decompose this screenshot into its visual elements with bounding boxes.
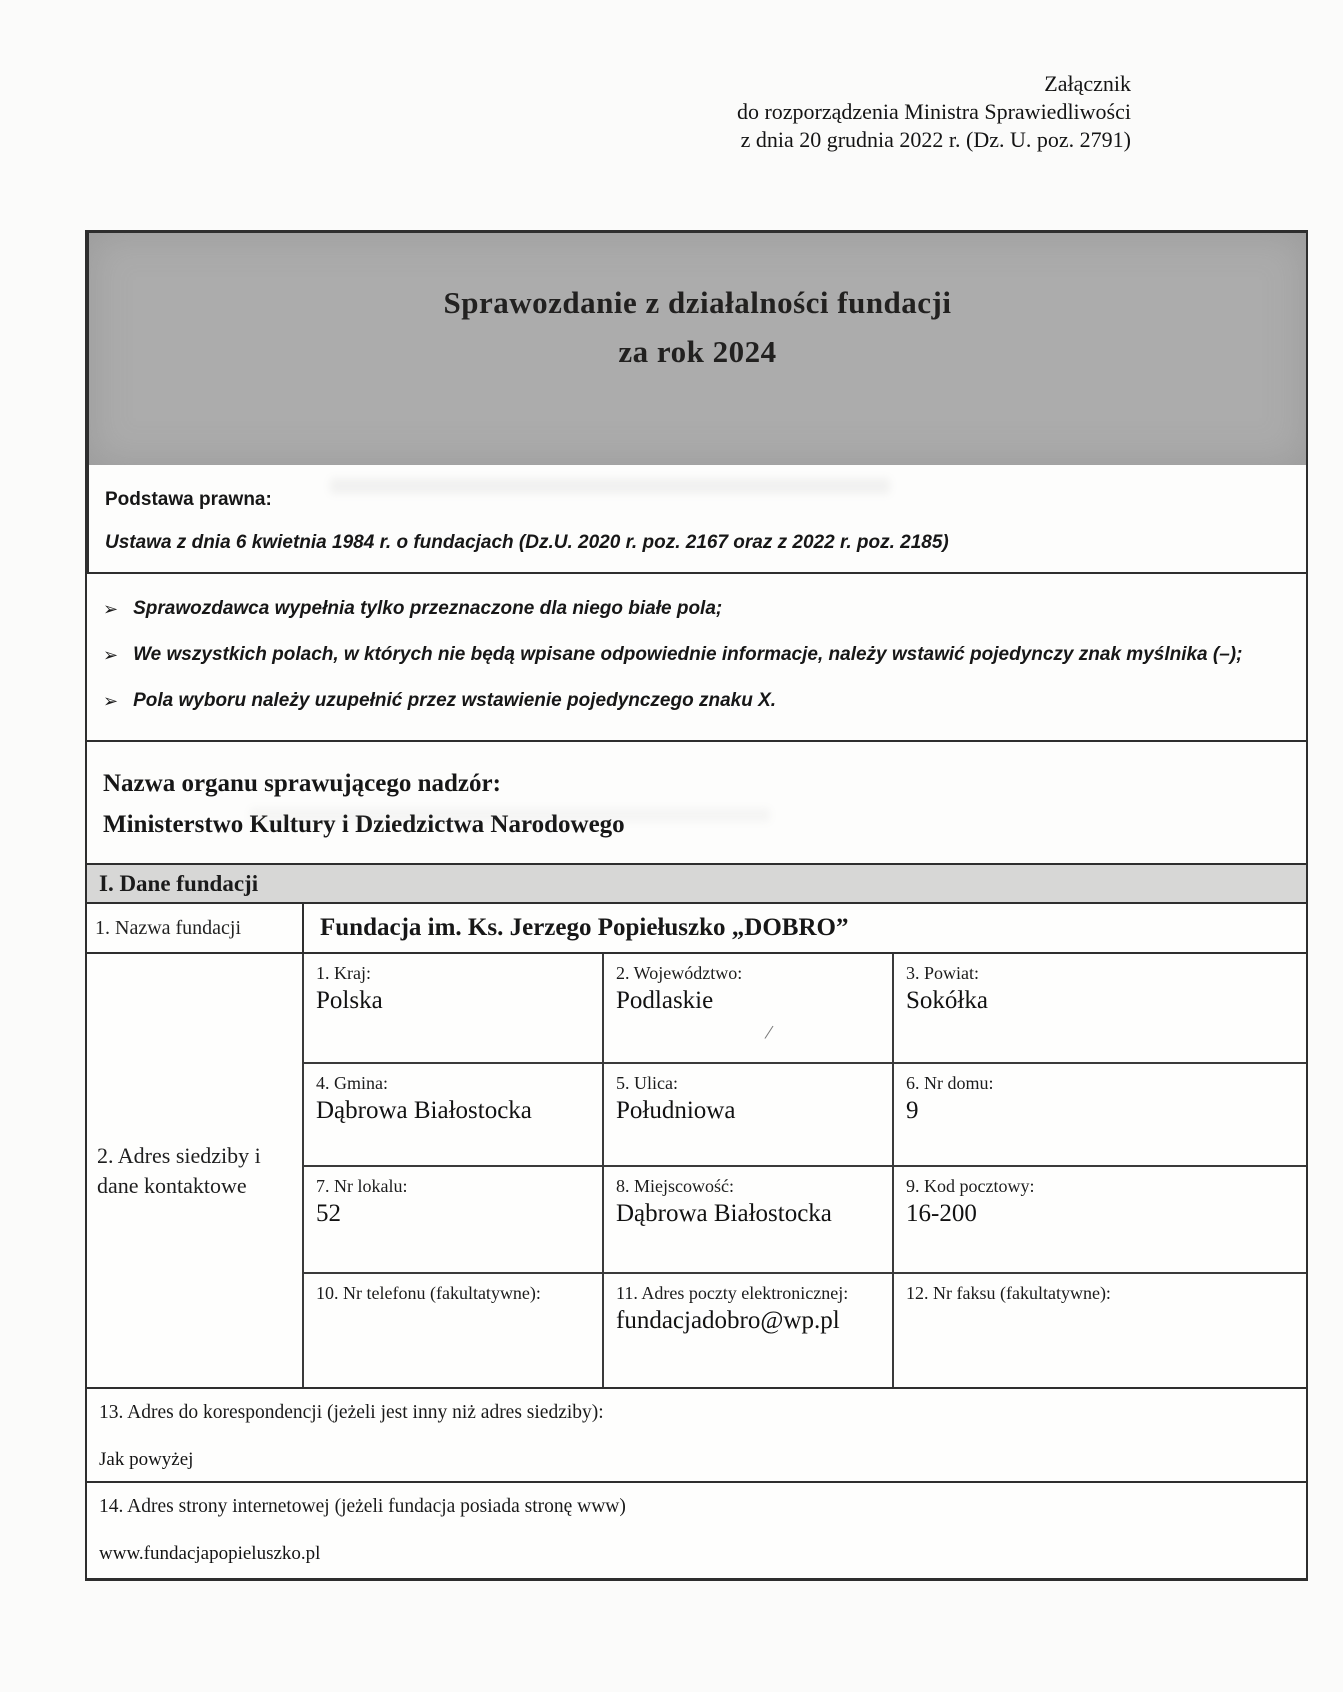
field-label: 10. Nr telefonu (fakultatywne): [316, 1283, 541, 1303]
title-and-legal-box [85, 230, 1308, 574]
address-section-label: 2. Adres siedziby i dane kontaktowe [97, 1142, 261, 1198]
instruction-item [103, 596, 1290, 622]
field-wojewodztwo [602, 954, 892, 1062]
field-powiat [892, 954, 1306, 1062]
field-value: 9 [906, 1097, 919, 1124]
report-title-band [89, 233, 1306, 465]
instruction-text: Pola wyboru należy uzupełnić przez wstawienie pojedynczego znaku X. [133, 690, 777, 711]
field-nr-faksu [892, 1272, 1306, 1387]
field-miejscowosc [602, 1165, 892, 1272]
correspondence-address-value: Jak powyżej [99, 1449, 194, 1470]
website-label: 14. Adres strony internetowej (jeżeli fundacja posiada stronę www) [99, 1496, 626, 1517]
website-value: www.fundacjapopieluszko.pl [99, 1543, 321, 1564]
attachment-note-line1: Załącznik [1044, 71, 1131, 96]
supervisory-organ-label: Nazwa organu sprawującego nadzór: [103, 770, 501, 797]
attachment-note-line3: z dnia 20 grudnia 2022 r. (Dz. U. poz. 2791) [740, 127, 1131, 152]
field-nr-domu [892, 1062, 1306, 1165]
field-label: 8. Miejscowość: [616, 1176, 734, 1196]
instruction-text: Sprawozdawca wypełnia tylko przeznaczone dla niego białe pola; [133, 598, 723, 619]
legal-basis-label: Podstawa prawna: [105, 489, 272, 510]
field-label: 4. Gmina: [316, 1073, 388, 1093]
instruction-item [103, 688, 1290, 714]
field-value: Podlaskie [616, 987, 714, 1014]
field-label: 7. Nr lokalu: [316, 1176, 408, 1196]
website-row [85, 1481, 1308, 1581]
field-label: 12. Nr faksu (fakultatywne): [906, 1283, 1111, 1303]
field-label: 6. Nr domu: [906, 1073, 994, 1093]
field-nr-telefonu [302, 1272, 602, 1387]
field-label: 9. Kod pocztowy: [906, 1176, 1035, 1196]
correspondence-address-label: 13. Adres do korespondencji (jeżeli jest inny niż adres siedziby): [99, 1402, 604, 1423]
supervisory-organ-box [85, 740, 1308, 865]
field-value: Sokółka [906, 987, 988, 1014]
stray-pen-mark: / [763, 1019, 775, 1045]
field-nr-lokalu [302, 1165, 602, 1272]
section-1-header [85, 863, 1308, 904]
field-email [602, 1272, 892, 1387]
field-label: 11. Adres poczty elektronicznej: [616, 1283, 849, 1303]
field-value: 16-200 [906, 1200, 977, 1227]
field-label: 5. Ulica: [616, 1073, 678, 1093]
correspondence-address-row [85, 1387, 1308, 1483]
field-value: Dąbrowa Białostocka [616, 1200, 832, 1227]
field-kraj [302, 954, 602, 1062]
field-value: fundacjadobro@wp.pl [616, 1307, 840, 1334]
instructions-box [85, 572, 1308, 742]
arrow-bullet-icon: ➢ [103, 645, 119, 665]
foundation-name-row [85, 902, 1308, 954]
arrow-bullet-icon: ➢ [103, 691, 119, 711]
field-value: Dąbrowa Białostocka [316, 1097, 532, 1124]
legal-basis-text: Ustawa z dnia 6 kwietnia 1984 r. o fundacjach (Dz.U. 2020 r. poz. 2167 oraz z 2022 r. poz. 2185) [105, 532, 949, 553]
field-value: 52 [316, 1200, 341, 1227]
legal-basis [89, 465, 1306, 572]
foundation-name-value: Fundacja im. Ks. Jerzego Popiełuszko „DOBRO” [302, 904, 1306, 952]
field-value: Polska [316, 987, 383, 1014]
field-kod-pocztowy [892, 1165, 1306, 1272]
supervisory-organ-value: Ministerstwo Kultury i Dziedzictwa Narodowego [103, 811, 625, 838]
report-title-line2: za rok 2024 [618, 334, 777, 369]
attachment-note-line2: do rozporządzenia Ministra Sprawiedliwości [736, 99, 1131, 124]
report-form [85, 230, 1308, 1581]
address-grid [85, 952, 1308, 1389]
field-ulica [602, 1062, 892, 1165]
report-title-line1: Sprawozdanie z działalności fundacji [443, 285, 952, 320]
instruction-text: We wszystkich polach, w których nie będą wpisane odpowiednie informacje, należy wstawić pojedynczy znak myślnika (–); [133, 644, 1243, 665]
foundation-name-label: 1. Nazwa fundacji [95, 916, 242, 939]
field-label: 2. Województwo: [616, 963, 743, 983]
field-label: 3. Powiat: [906, 963, 980, 983]
field-gmina [302, 1062, 602, 1165]
instruction-item [103, 642, 1290, 668]
section-1-title: I. Dane fundacji [99, 870, 259, 896]
field-value: Południowa [616, 1097, 736, 1124]
field-label: 1. Kraj: [316, 963, 371, 983]
attachment-note [737, 70, 1131, 154]
arrow-bullet-icon: ➢ [103, 599, 119, 619]
